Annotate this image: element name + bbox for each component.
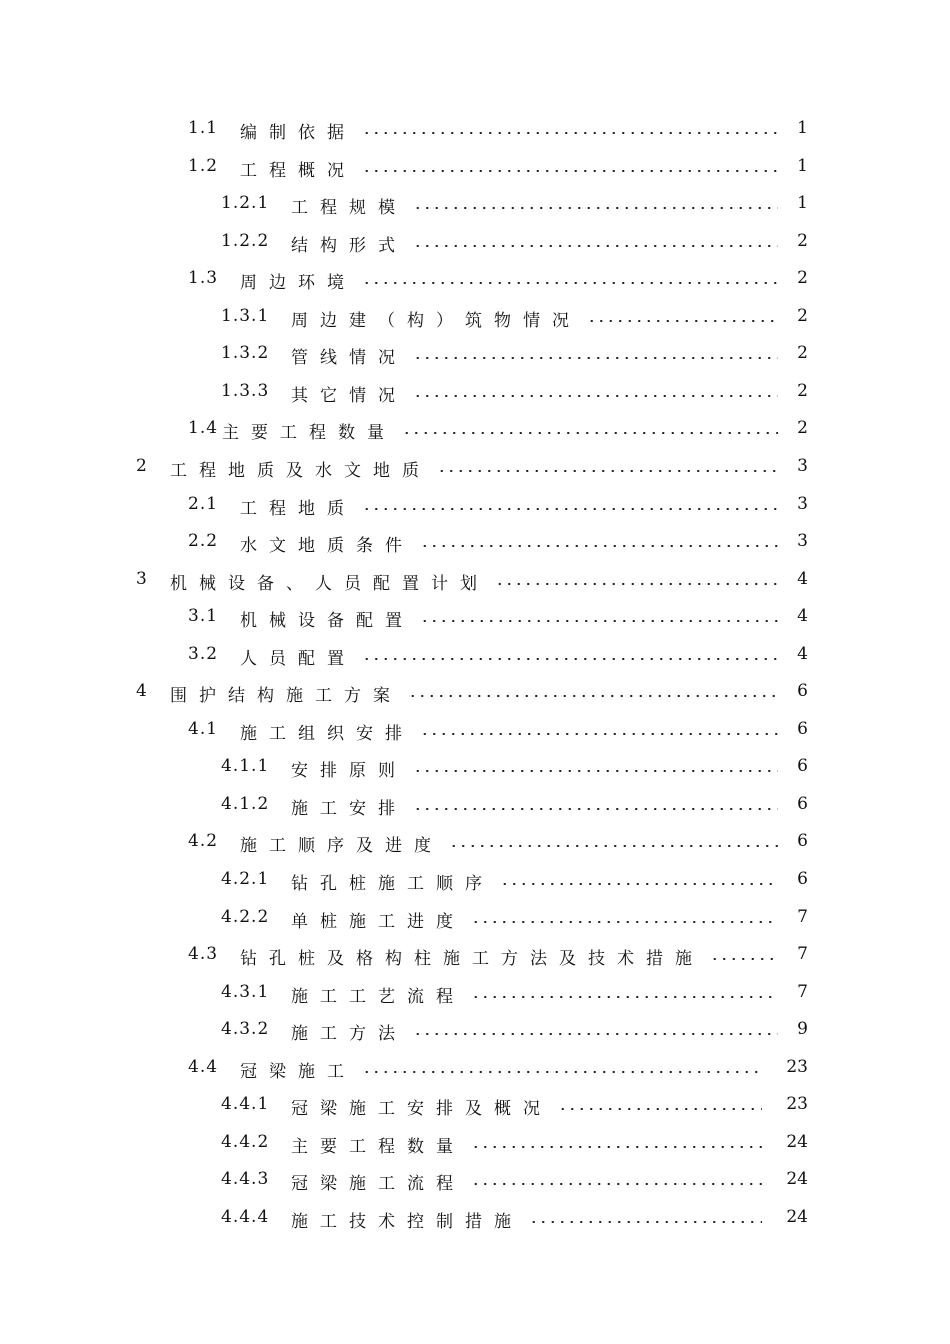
toc-entry-title: 人员配置 — [240, 648, 356, 669]
toc-entry[interactable] — [0, 527, 950, 557]
toc-entry-title: 施工顺序及进度 — [240, 836, 443, 857]
toc-entry-number: 4.3.2 — [221, 1019, 270, 1040]
toc-entry[interactable] — [0, 339, 950, 369]
toc-entry[interactable] — [0, 1165, 950, 1195]
toc-entry-title: 其它情况 — [291, 385, 407, 406]
toc-leader-dots — [420, 545, 778, 547]
toc-leader-dots — [437, 470, 778, 472]
toc-leader-dots — [471, 921, 778, 923]
toc-entry-page: 7 — [797, 981, 808, 1002]
toc-entry-number: 3.1 — [188, 606, 219, 627]
toc-entry-number: 4 — [136, 681, 148, 702]
toc-entry-number: 1.3.1 — [221, 305, 270, 326]
toc-entry-title: 工程规模 — [291, 198, 407, 219]
toc-leader-dots — [362, 282, 778, 284]
toc-entry[interactable] — [0, 790, 950, 820]
toc-leader-dots — [362, 132, 778, 134]
toc-entry[interactable] — [0, 677, 950, 707]
toc-entry[interactable] — [0, 114, 950, 144]
toc-leader-dots — [471, 1183, 762, 1185]
toc-entry[interactable] — [0, 865, 950, 895]
toc-entry[interactable] — [0, 640, 950, 670]
toc-leader-dots — [362, 658, 778, 660]
toc-entry-number: 1.2.1 — [221, 193, 270, 214]
toc-entry[interactable] — [0, 1203, 950, 1233]
toc-entry-number: 3.2 — [188, 643, 219, 664]
toc-entry[interactable] — [0, 940, 950, 970]
toc-entry-title: 冠梁施工 — [240, 1061, 356, 1082]
toc-entry-title: 主要工程数量 — [291, 1136, 465, 1157]
toc-entry-page: 4 — [797, 606, 808, 627]
toc-entry-number: 4.2.2 — [221, 906, 270, 927]
toc-entry-number: 4.3 — [188, 944, 219, 965]
toc-leader-dots — [420, 620, 778, 622]
toc-entry-page: 6 — [797, 718, 808, 739]
toc-entry[interactable] — [0, 152, 950, 182]
toc-entry-title: 施工组织安排 — [240, 723, 414, 744]
toc-leader-dots — [362, 170, 778, 172]
toc-leader-dots — [413, 395, 778, 397]
toc-leader-dots — [413, 808, 778, 810]
toc-entry-number: 1.3.3 — [221, 380, 270, 401]
toc-entry-page: 6 — [797, 869, 808, 889]
toc-entry-title: 管线情况 — [291, 348, 407, 369]
toc-entry-page: 23 — [786, 1094, 808, 1115]
toc-entry-title: 编制依据 — [240, 123, 356, 143]
toc-leader-dots — [362, 1071, 762, 1073]
toc-entry-number: 2.2 — [188, 531, 219, 552]
toc-entry-title: 施工工艺流程 — [291, 986, 465, 1007]
toc-leader-dots — [420, 733, 778, 735]
toc-entry-page: 24 — [786, 1169, 808, 1190]
toc-leader-dots — [413, 245, 778, 247]
toc-entry-title: 施工安排 — [291, 798, 407, 819]
toc-leader-dots — [402, 432, 778, 434]
toc-leader-dots — [471, 1146, 762, 1148]
toc-entry-page: 23 — [786, 1056, 808, 1077]
toc-entry-number: 4.4.4 — [221, 1206, 270, 1227]
toc-entry-page: 6 — [797, 831, 808, 852]
toc-entry[interactable] — [0, 1090, 950, 1120]
toc-leader-dots — [362, 508, 778, 510]
toc-entry-title: 结构形式 — [291, 235, 407, 256]
toc-leader-dots — [413, 1033, 778, 1035]
toc-leader-dots — [529, 1221, 762, 1223]
toc-entry-page: 2 — [797, 230, 808, 251]
toc-entry-title: 钻孔桩及格构柱施工方法及技术措施 — [240, 949, 704, 970]
toc-entry-page: 7 — [797, 906, 808, 927]
toc-leader-dots — [413, 207, 778, 209]
toc-entry-title: 工程地质 — [240, 498, 356, 519]
toc-entry-title: 机械设备配置 — [240, 611, 414, 632]
toc-entry[interactable] — [0, 827, 950, 857]
toc-entry-number: 2 — [136, 455, 148, 476]
toc-leader-dots — [413, 357, 778, 359]
toc-leader-dots — [500, 883, 778, 885]
toc-entry-number: 4.1.1 — [221, 756, 270, 777]
toc-entry-number: 4.4.2 — [221, 1131, 270, 1152]
toc-entry-number: 4.4 — [188, 1056, 219, 1077]
toc-entry-number: 4.1.2 — [221, 793, 270, 814]
toc-entry-number: 4.2 — [188, 831, 219, 852]
toc-entry-page: 4 — [797, 643, 808, 664]
toc-entry-number: 4.1 — [188, 718, 219, 739]
toc-entry[interactable] — [0, 978, 950, 1008]
toc-entry-number: 1.3.2 — [221, 343, 270, 364]
toc-entry-page: 24 — [786, 1206, 808, 1227]
toc-entry[interactable] — [0, 490, 950, 520]
toc-entry-page: 4 — [797, 568, 808, 589]
toc-entry-number: 4.2.1 — [221, 869, 270, 889]
toc-entry-number: 1.1 — [188, 118, 219, 138]
toc-entry-page: 6 — [797, 681, 808, 702]
toc-entry-number: 3 — [136, 568, 148, 589]
toc-entry-page: 2 — [797, 418, 808, 439]
toc-entry[interactable] — [0, 752, 950, 782]
toc-entry-page: 6 — [797, 793, 808, 814]
toc-entry-page: 1 — [797, 155, 808, 176]
toc-entry-title: 工程地质及水文地质 — [170, 460, 431, 481]
toc-entry[interactable] — [0, 302, 950, 332]
toc-entry[interactable] — [0, 602, 950, 632]
toc-entry-page: 6 — [797, 756, 808, 777]
toc-leader-dots — [408, 695, 778, 697]
toc-entry-number: 4.4.3 — [221, 1169, 270, 1190]
toc-entry-page: 2 — [797, 380, 808, 401]
toc-entry-title: 工程概况 — [240, 160, 356, 181]
toc-entry[interactable] — [0, 377, 950, 407]
toc-entry-title: 施工技术控制措施 — [291, 1211, 523, 1232]
toc-entry-number: 4.3.1 — [221, 981, 270, 1002]
toc-entry-page: 1 — [797, 193, 808, 214]
toc-leader-dots — [587, 320, 778, 322]
toc-leader-dots — [413, 770, 778, 772]
toc-entry-page: 24 — [786, 1131, 808, 1152]
toc-entry[interactable] — [0, 452, 950, 482]
toc-leader-dots — [471, 996, 778, 998]
toc-entry[interactable] — [0, 565, 950, 595]
toc-leader-dots — [558, 1108, 762, 1110]
toc-entry-title: 冠梁施工流程 — [291, 1174, 465, 1195]
toc-entry-title: 安排原则 — [291, 761, 407, 782]
toc-entry-title: 机械设备、人员配置计划 — [170, 573, 489, 594]
toc-entry-page: 3 — [797, 493, 808, 514]
toc-entry-page: 9 — [797, 1019, 808, 1040]
toc-entry[interactable] — [0, 1015, 950, 1045]
toc-entry-title: 周边建（构）筑物情况 — [291, 310, 581, 331]
toc-entry[interactable] — [0, 903, 950, 933]
toc-entry-number: 1.4 — [188, 418, 219, 439]
toc-entry-title: 主要工程数量 — [222, 423, 396, 444]
toc-entry-number: 2.1 — [188, 493, 219, 514]
toc-entry-title: 钻孔桩施工顺序 — [291, 874, 494, 894]
toc-entry[interactable] — [0, 227, 950, 257]
toc-entry-title: 水文地质条件 — [240, 536, 414, 557]
toc-entry-title: 围护结构施工方案 — [170, 686, 402, 707]
toc-entry[interactable] — [0, 189, 950, 219]
toc-entry-page: 2 — [797, 343, 808, 364]
toc-entry-page: 1 — [797, 118, 808, 138]
toc-entry-page: 2 — [797, 305, 808, 326]
toc-entry-title: 冠梁施工安排及概况 — [291, 1099, 552, 1120]
toc-entry-number: 1.2.2 — [221, 230, 270, 251]
toc-entry-number: 1.3 — [188, 268, 219, 289]
toc-entry[interactable] — [0, 414, 950, 444]
toc-entry-page: 7 — [797, 944, 808, 965]
toc-entry-page: 3 — [797, 531, 808, 552]
toc-entry-page: 3 — [797, 455, 808, 476]
toc-entry-number: 4.4.1 — [221, 1094, 270, 1115]
toc-entry-page: 2 — [797, 268, 808, 289]
toc-entry-title: 单桩施工进度 — [291, 911, 465, 932]
toc-leader-dots — [449, 845, 778, 847]
toc-leader-dots — [495, 583, 778, 585]
toc-entry-title: 施工方法 — [291, 1024, 407, 1045]
toc-entry[interactable] — [0, 715, 950, 745]
toc-entry-title: 周边环境 — [240, 273, 356, 294]
toc-entry[interactable] — [0, 1053, 950, 1083]
toc-entry-number: 1.2 — [188, 155, 219, 176]
toc-entry[interactable] — [0, 1128, 950, 1158]
toc-entry[interactable] — [0, 264, 950, 294]
